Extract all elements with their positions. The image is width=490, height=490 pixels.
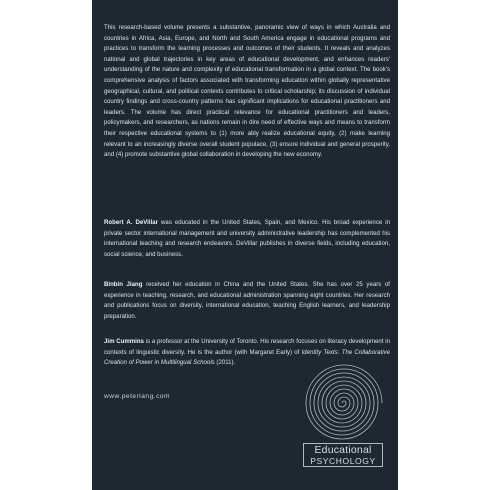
author-name: Binbin Jiang xyxy=(104,282,143,288)
book-description xyxy=(104,23,390,161)
author-bio-text: was educated in the United States, Spain, and Mexico. His broad experience in private sector international management and university administrative leadership has complemented his international teaching and research endeavors. DeVillar publishes in diverse fields, including education, social science, and business. xyxy=(104,220,390,258)
author-bio-devillar xyxy=(104,218,390,260)
publisher-website[interactable]: www.peterlang.com xyxy=(104,393,171,400)
author-bio-text-end: (2011). xyxy=(214,360,236,367)
author-bio-jiang xyxy=(104,280,390,322)
author-bio-text: received her education in China and the United States. She has over 25 years of experience in teaching, research, and educational administration spanning eight countries. Her research and publications focus on diversity, international education, teaching English learners, and leadership preparation. xyxy=(104,282,391,320)
spiral-icon xyxy=(301,363,387,445)
series-title-line2: PSYCHOLOGY xyxy=(310,456,376,466)
book-back-cover xyxy=(92,0,398,490)
author-name: Robert A. DeVillar xyxy=(104,220,159,226)
series-title-line1: Educational xyxy=(314,444,372,456)
description-paragraph: This research-based volume presents a substantive, panoramic view of ways in which Australia and countries in Africa, Asia, Europe, and North and South America engage in educational programs and practices to transform the learning processes and outcomes of their students. It reveals and analyzes national and global trajectories in key areas of educational development, and enhances readers' understanding of the nature and complexity of educational transformation in a global context. The book's comprehensive analysis of factors associated with transforming education within globally representative geographical, cultural, and political contexts contributes to critical scholarship; its discussion of individual country findings and cross-country patterns has significant implications for educational practitioners and leaders. The volume has direct practical relevance for educational practitioners and leaders, policymakers, and researchers, as nations remain in dire need of effective ways and means to transform their respective educational systems to (1) more ably realize educational equity, (2) make learning relevant to an increasingly diverse overall student populace, (3) ensure individual and general prosperity, and (4) promote substantive global collaboration in developing the new economy. xyxy=(104,25,390,159)
author-bio-text: is a professor at the University of Toronto. His research focuses on literacy development in contexts of linguistic diversity. He is the author (with Margaret Early) of xyxy=(104,339,390,356)
book-title: Identity Texts: The Collaborative Creation of Power in Multilingual Schools xyxy=(104,349,390,367)
author-name: Jim Cummins xyxy=(104,339,144,345)
series-title-box xyxy=(303,443,383,467)
series-logo xyxy=(301,363,387,471)
